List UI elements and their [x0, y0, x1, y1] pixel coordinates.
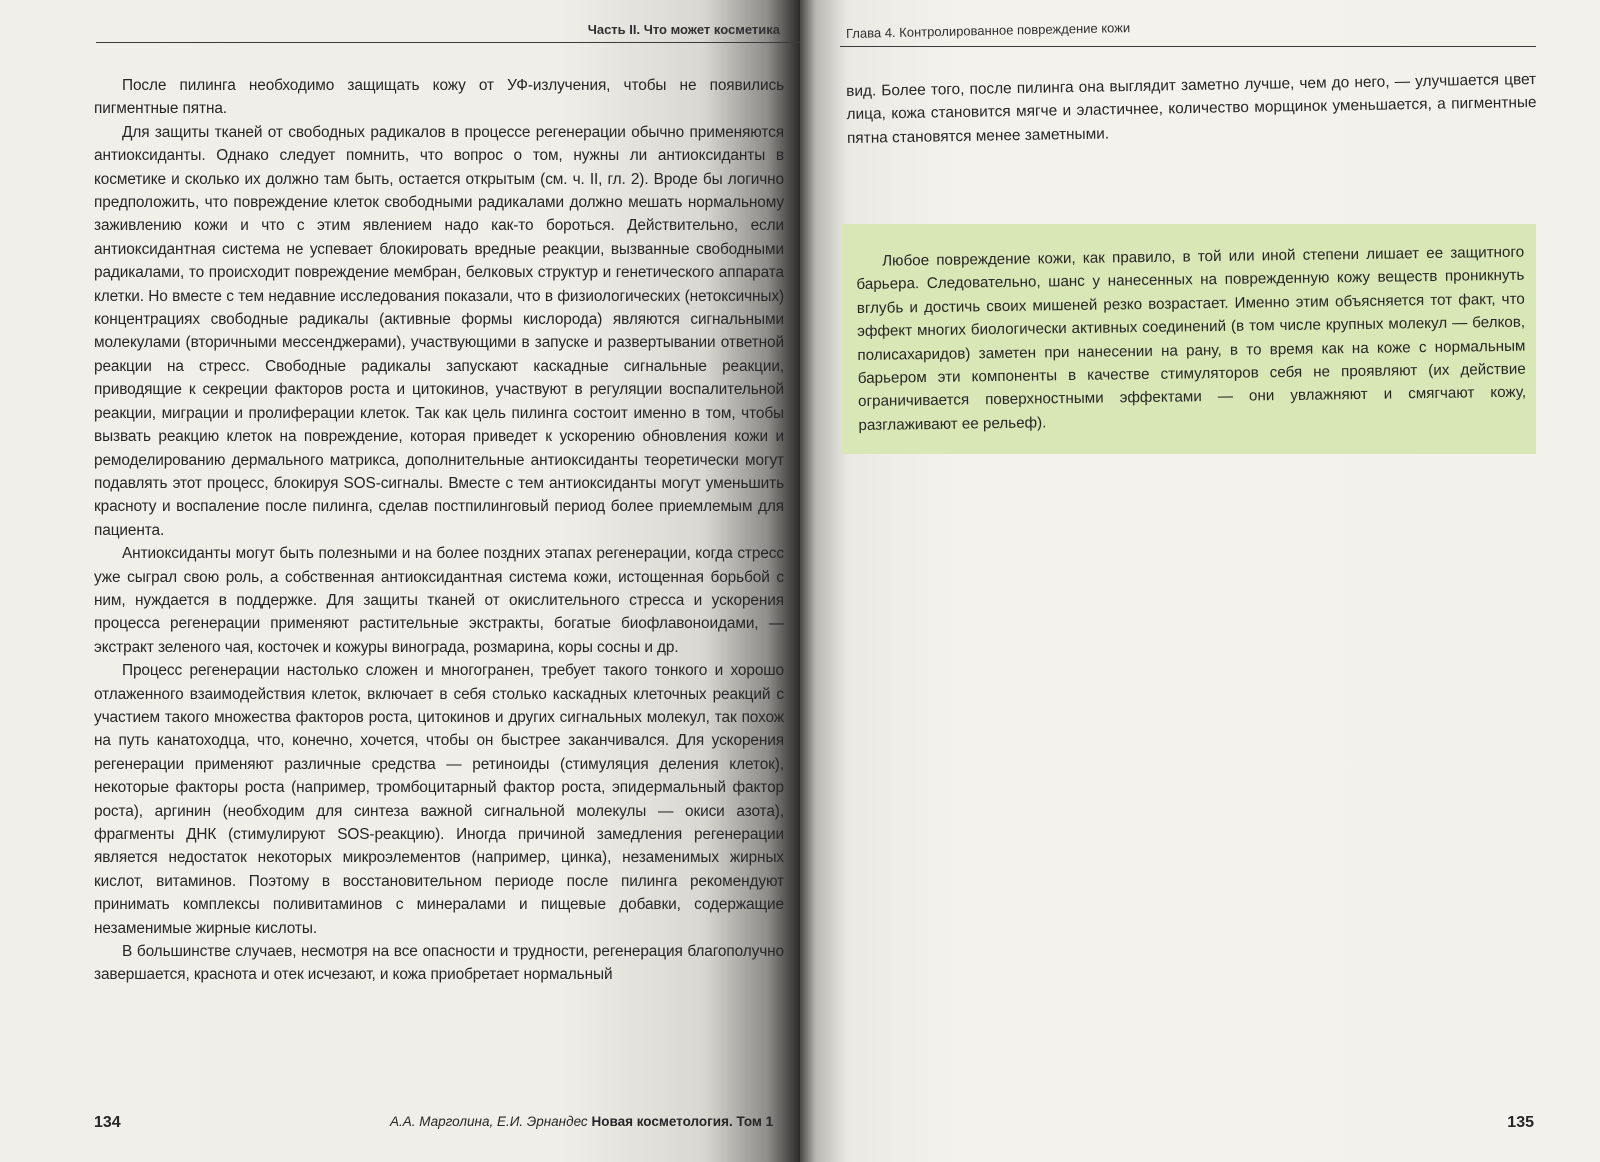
left-running-head: Часть II. Что может косметика — [587, 22, 780, 37]
paragraph: Для защиты тканей от свободных радикалов в процессе регенерации обычно применяются антиоксиданты. Однако следует помнить, что вопрос о том, нужны ли антиоксиданты в косметике и сколько их должно там быть, остается открытым (см. ч. II, гл. 2). Вроде бы логично предположить, что повреждение клеток свободными радикалами должно мешать нормальному заживлению кожи и что с этим явлением надо как-то бороться. Действительно, если антиоксидантная система не успевает блокировать вредные реакции, вызванные свободными радикалами, то происходит повреждение мембран, белковых структур и генетического аппарата клетки. Но вместе с тем недавние исследования показали, что в физиологических (нетоксичных) концентрациях свободные радикалы (активные формы кислорода) являются сигнальными молекулами (вторичными мессенджерами), участвующими в запуске и развертывании ответной реакции на стресс. Свободные радикалы запускают каскадные сигнальные реакции, приводящие к секреции факторов роста и цитокинов, участвуют в регуляции воспалительной реакции, миграции и пролиферации клеток. Так как цель пилинга состоит именно в том, чтобы вызвать реакцию клеток на повреждение, которая приведет к ускорению обновления кожи и ремоделированию дермального матрикса, дополнительные антиоксиданты теоретически могут подавлять этот процесс, блокируя SOS-сигналы. Вместе с тем антиоксиданты могут уменьшить красноту и воспаление после пилинга, сделав постпилинговый период более приемлемым для пациента. — [94, 123, 784, 539]
left-page-number: 134 — [94, 1114, 121, 1131]
paragraph: вид. Более того, после пилинга она выглядит заметно лучше, чем до него, — улучшается цвет лица, кожа становится мягче и эластичнее, количество морщинок уменьшается, а пигментные пятна становятся менее заметными. — [846, 70, 1537, 147]
paragraph: Антиоксиданты могут быть полезными и на более поздних этапах регенерации, когда стресс уже сыграл свою роль, а собственная антиоксидантная система кожи, истощенная борьбой с ним, нуждается в поддержке. Для защиты тканей от окислительного стресса и ускорения процесса регенерации применяют растительные экстракты, богатые биофлавоноидами, — экстракт зеленого чая, косточек и кожуры винограда, розмарина, коры сосны и др. — [94, 545, 784, 656]
callout-box — [842, 224, 1536, 454]
paragraph: Процесс регенерации настолько сложен и многогранен, требует такого тонкого и хорошо отлаженного взаимодействия клеток, включает в себя столько каскадных клеточных реакций с участием такого множества факторов роста, цитокинов и других сигнальных молекул, так похож на путь канатоходца, что, конечно, хочется, чтобы он быстрее заканчивался. Для ускорения регенерации применяют различные средства — ретиноиды (стимуляция деления клеток), некоторые факторы роста (например, тромбоцитарный фактор роста, эпидермальный фактор роста), аргинин (необходим для синтеза важной сигнальной молекулы — окиси азота), фрагменты ДНК (стимулируют SOS-реакцию). Иногда причиной замедления регенерации является недостаток некоторых микроэлементов (например, цинка), незаменимых жирных кислот, витаминов. Поэтому в восстановительном периоде после пилинга рекомендуют принимать комплексы поливитаминов с минералами и пищевые добавки, содержащие незаменимые жирные кислоты. — [94, 662, 784, 937]
footer-authors: А.А. Марголина, Е.И. Эрнандес — [390, 1114, 588, 1129]
right-continuation-text — [846, 68, 1537, 150]
right-page-number: 135 — [1507, 1114, 1534, 1131]
paragraph: В большинстве случаев, несмотря на все опасности и трудности, регенерация благополучно завершается, краснота и отек исчезают, и кожа приобретает нормальный — [94, 943, 784, 984]
left-footer — [390, 1114, 773, 1129]
right-page — [800, 0, 1600, 1162]
left-header-rule — [96, 42, 800, 43]
paragraph: После пилинга необходимо защищать кожу от УФ-излучения, чтобы не появились пигментные пятна. — [94, 77, 784, 118]
right-running-head: Глава 4. Контролированное повреждение кожи — [845, 20, 1131, 41]
callout-text: Любое повреждение кожи, как правило, в той или иной степени лишает ее защитного барьера. Следовательно, шанс у нанесенных на поврежденную кожу веществ проникнуть вглубь и достичь своих мишеней резко возрастает. Именно этим объясняется тот факт, что эффект многих биологически активных соединений (в том числе крупных молекул — белков, полисахаридов) заметен при нанесении на рану, в то время как на коже с нормальным барьером эти компоненты в качестве стимуляторов себя не проявляют (их действие ограничивается поверхностными эффектами — они увлажняют и смягчают кожу, разглаживают ее рельеф). — [856, 243, 1527, 434]
right-header-rule — [840, 46, 1536, 47]
left-body-text — [94, 74, 784, 987]
footer-book-title: Новая косметология. Том 1 — [591, 1114, 774, 1129]
